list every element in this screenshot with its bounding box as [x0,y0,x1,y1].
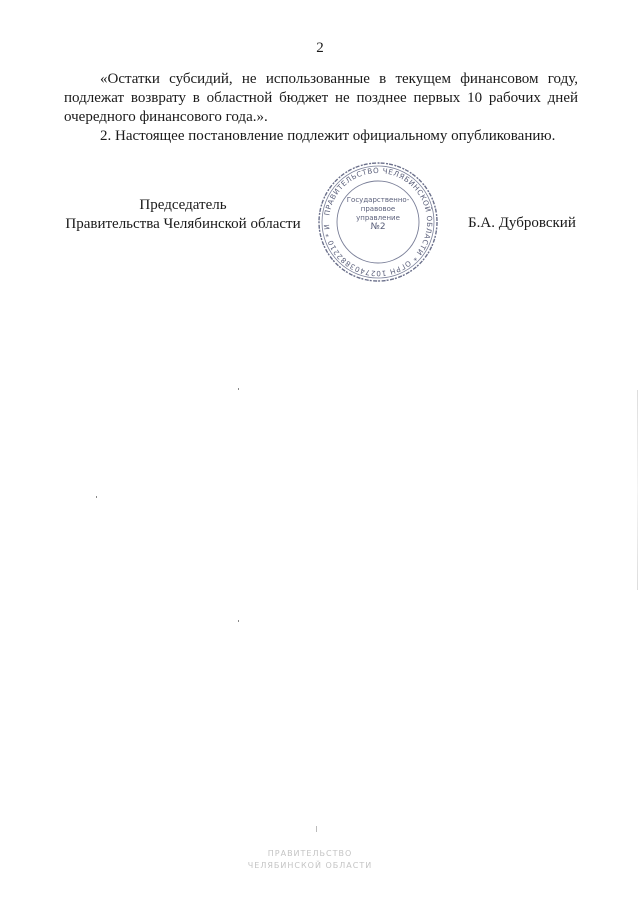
seal-inner-line2: правовое [360,205,396,213]
seal-inner-text [346,196,410,232]
seal-ring-text: ПРАВИТЕЛЬСТВО ЧЕЛЯБИНСКОЙ ОБЛАСТИ * ОГРН 1027403882210 * И [321,165,435,279]
scan-speck [96,496,97,498]
signatory-title-line2: Правительства Челябинской области [65,216,301,232]
signatory-title [60,196,306,234]
footer-watermark [230,848,390,872]
seal-inner-line3: управление [356,214,400,222]
signatory-name: Б.А. Дубровский [468,215,576,231]
paragraph-subsidy-remainder: «Остатки субсидий, не использованные в текущем финансовом году, подлежат возврату в областной бюджет не позднее первых 10 рабочих дней очередного финансового года.». [64,71,578,125]
footer-watermark-line1: ПРАВИТЕЛЬСТВО [267,849,353,858]
seal-inner-line1: Государственно- [346,196,410,204]
seal-inner-number: №2 [370,222,386,232]
scan-speck [316,826,317,832]
scan-speck [238,388,239,390]
footer-watermark-line2: ЧЕЛЯБИНСКОЙ ОБЛАСТИ [247,861,373,870]
page-number: 2 [316,40,324,56]
paragraph-publication: 2. Настоящее постановление подлежит официальному опубликованию. [100,128,556,144]
body-text [64,70,578,146]
official-seal [316,160,440,284]
signatory-title-line1: Председатель [139,197,227,213]
scan-edge-shadow [637,390,638,590]
scan-speck [238,620,239,622]
